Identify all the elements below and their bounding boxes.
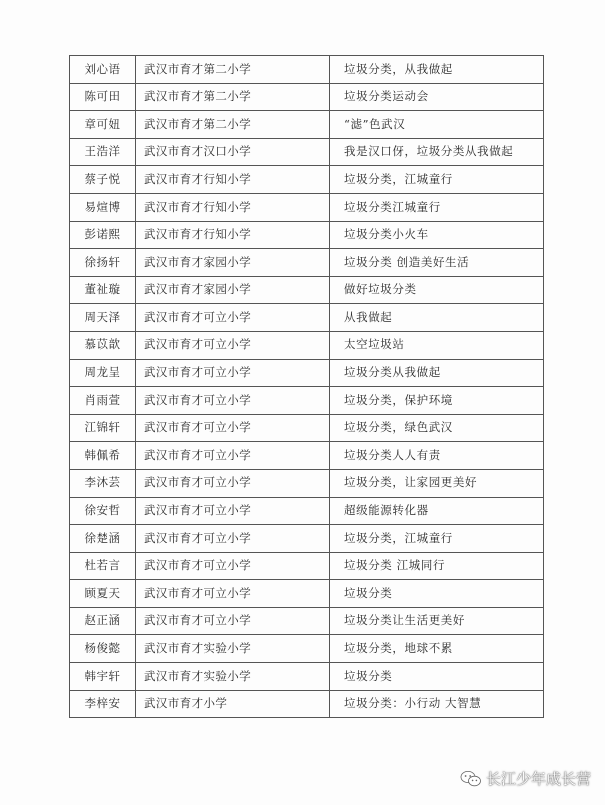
work-title-cell: 垃圾分类，江城童行 — [330, 166, 544, 194]
school-name-cell: 武汉市育才实验小学 — [136, 635, 330, 663]
student-name-cell: 李沐芸 — [70, 469, 136, 497]
table-row — [70, 56, 544, 84]
school-name-cell: 武汉市育才可立小学 — [136, 525, 330, 553]
table-row — [70, 387, 544, 415]
school-name-cell: 武汉市育才可立小学 — [136, 552, 330, 580]
student-name-cell: 赵正涵 — [70, 607, 136, 635]
student-name-cell: 董祉璇 — [70, 276, 136, 304]
school-name-cell: 武汉市育才行知小学 — [136, 221, 330, 249]
school-name-cell: 武汉市育才行知小学 — [136, 193, 330, 221]
work-title-cell: “滤”色武汉 — [330, 111, 544, 139]
table-row — [70, 359, 544, 387]
student-name-cell: 肖雨萱 — [70, 387, 136, 415]
school-name-cell: 武汉市育才可立小学 — [136, 304, 330, 332]
school-name-cell: 武汉市育才小学 — [136, 690, 330, 718]
student-name-cell: 周天泽 — [70, 304, 136, 332]
student-name-cell: 慕苡歆 — [70, 331, 136, 359]
school-name-cell: 武汉市育才家园小学 — [136, 276, 330, 304]
student-name-cell: 章可妞 — [70, 111, 136, 139]
table-row — [70, 193, 544, 221]
table-row — [70, 580, 544, 608]
table-row — [70, 497, 544, 525]
work-title-cell: 垃圾分类人人有责 — [330, 442, 544, 470]
winners-table-body — [70, 56, 544, 718]
student-name-cell: 徐扬轩 — [70, 249, 136, 277]
table-row — [70, 249, 544, 277]
student-name-cell: 王浩洋 — [70, 138, 136, 166]
table-row — [70, 304, 544, 332]
student-name-cell: 彭诺熙 — [70, 221, 136, 249]
work-title-cell: 垃圾分类 — [330, 663, 544, 691]
school-name-cell: 武汉市育才汉口小学 — [136, 138, 330, 166]
work-title-cell: 垃圾分类，绿色武汉 — [330, 414, 544, 442]
table-row — [70, 331, 544, 359]
watermark-text: 长江少年成长营 — [485, 770, 591, 788]
student-name-cell: 徐安哲 — [70, 497, 136, 525]
work-title-cell: 垃圾分类，从我做起 — [330, 56, 544, 84]
table-row — [70, 635, 544, 663]
student-name-cell: 杨俊懿 — [70, 635, 136, 663]
table-row — [70, 690, 544, 718]
work-title-cell: 垃圾分类运动会 — [330, 83, 544, 111]
student-name-cell: 陈可田 — [70, 83, 136, 111]
student-name-cell: 蔡子悦 — [70, 166, 136, 194]
work-title-cell: 垃圾分类 江城同行 — [330, 552, 544, 580]
school-name-cell: 武汉市育才可立小学 — [136, 607, 330, 635]
wechat-icon — [460, 770, 482, 788]
work-title-cell: 垃圾分类，江城童行 — [330, 525, 544, 553]
work-title-cell: 垃圾分类 创造美好生活 — [330, 249, 544, 277]
table-row — [70, 138, 544, 166]
table-row — [70, 111, 544, 139]
winners-table — [69, 55, 544, 718]
work-title-cell: 我是汉口伢，垃圾分类从我做起 — [330, 138, 544, 166]
table-row — [70, 607, 544, 635]
table-row — [70, 469, 544, 497]
work-title-cell: 垃圾分类：小行动 大智慧 — [330, 690, 544, 718]
table-row — [70, 442, 544, 470]
school-name-cell: 武汉市育才可立小学 — [136, 359, 330, 387]
student-name-cell: 韩宇轩 — [70, 663, 136, 691]
work-title-cell: 垃圾分类，让家园更美好 — [330, 469, 544, 497]
school-name-cell: 武汉市育才第二小学 — [136, 56, 330, 84]
student-name-cell: 顾夏天 — [70, 580, 136, 608]
school-name-cell: 武汉市育才可立小学 — [136, 414, 330, 442]
table-row — [70, 414, 544, 442]
school-name-cell: 武汉市育才可立小学 — [136, 469, 330, 497]
student-name-cell: 杜若言 — [70, 552, 136, 580]
student-name-cell: 刘心语 — [70, 56, 136, 84]
work-title-cell: 垃圾分类，地球不累 — [330, 635, 544, 663]
work-title-cell: 垃圾分类小火车 — [330, 221, 544, 249]
table-row — [70, 221, 544, 249]
student-name-cell: 周龙呈 — [70, 359, 136, 387]
school-name-cell: 武汉市育才可立小学 — [136, 387, 330, 415]
student-name-cell: 易煊博 — [70, 193, 136, 221]
table-row — [70, 166, 544, 194]
work-title-cell: 垃圾分类江城童行 — [330, 193, 544, 221]
school-name-cell: 武汉市育才实验小学 — [136, 663, 330, 691]
table-row — [70, 276, 544, 304]
school-name-cell: 武汉市育才可立小学 — [136, 580, 330, 608]
school-name-cell: 武汉市育才行知小学 — [136, 166, 330, 194]
work-title-cell: 垃圾分类 — [330, 580, 544, 608]
work-title-cell: 垃圾分类从我做起 — [330, 359, 544, 387]
watermark — [460, 768, 591, 789]
student-name-cell: 徐楚涵 — [70, 525, 136, 553]
student-name-cell: 江锦轩 — [70, 414, 136, 442]
school-name-cell: 武汉市育才可立小学 — [136, 331, 330, 359]
work-title-cell: 垃圾分类让生活更美好 — [330, 607, 544, 635]
work-title-cell: 做好垃圾分类 — [330, 276, 544, 304]
table-row — [70, 552, 544, 580]
school-name-cell: 武汉市育才可立小学 — [136, 442, 330, 470]
table-row — [70, 83, 544, 111]
work-title-cell: 太空垃圾站 — [330, 331, 544, 359]
table-row — [70, 663, 544, 691]
school-name-cell: 武汉市育才第二小学 — [136, 83, 330, 111]
school-name-cell: 武汉市育才第二小学 — [136, 111, 330, 139]
work-title-cell: 超级能源转化器 — [330, 497, 544, 525]
work-title-cell: 从我做起 — [330, 304, 544, 332]
student-name-cell: 李梓安 — [70, 690, 136, 718]
work-title-cell: 垃圾分类，保护环境 — [330, 387, 544, 415]
table-row — [70, 525, 544, 553]
school-name-cell: 武汉市育才家园小学 — [136, 249, 330, 277]
student-name-cell: 韩佩希 — [70, 442, 136, 470]
school-name-cell: 武汉市育才可立小学 — [136, 497, 330, 525]
